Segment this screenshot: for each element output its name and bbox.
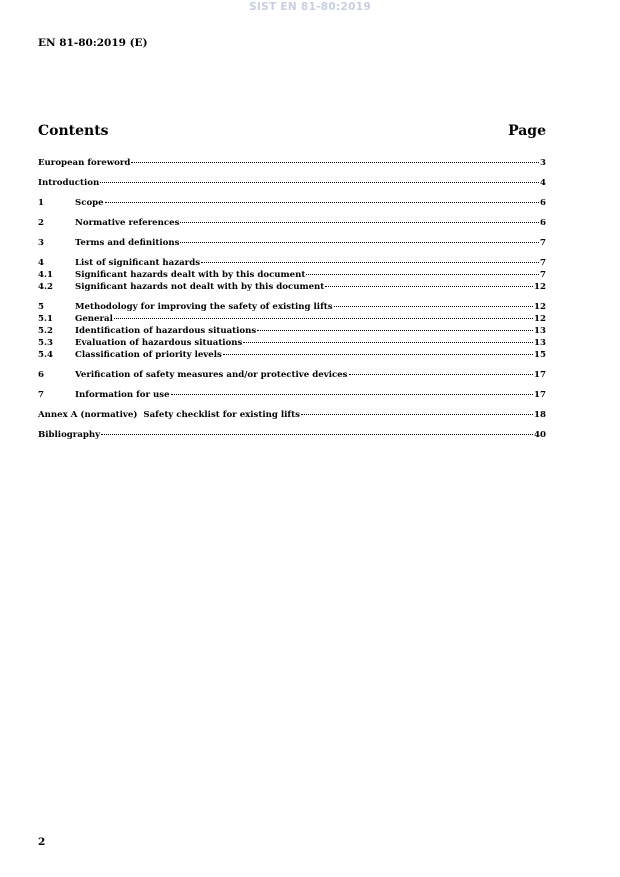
toc-entry-number: 4.1 xyxy=(38,270,53,280)
toc-entry[interactable] xyxy=(38,157,546,169)
toc-entry-title: Classification of priority levels xyxy=(75,350,222,360)
toc-entry-page: 13 xyxy=(534,326,546,336)
toc-entry[interactable] xyxy=(38,409,546,421)
toc-entry-page: 7 xyxy=(540,270,546,280)
table-of-contents xyxy=(38,157,546,441)
toc-entry-number: 4 xyxy=(38,258,44,268)
toc-entry-title: Evaluation of hazardous situations xyxy=(75,338,243,348)
toc-dot-leader xyxy=(101,434,533,435)
toc-entry-page: 4 xyxy=(540,178,546,188)
toc-dot-leader xyxy=(301,414,533,415)
toc-entry[interactable] xyxy=(38,269,546,281)
toc-dot-leader xyxy=(114,318,533,319)
toc-dot-leader xyxy=(131,162,539,163)
toc-entry-page: 6 xyxy=(540,218,546,228)
toc-entry-page: 40 xyxy=(534,430,546,440)
toc-entry-title: Verification of safety measures and/or protective devices xyxy=(75,370,348,380)
page-number: 2 xyxy=(38,836,46,848)
toc-entry[interactable] xyxy=(38,301,546,313)
toc-entry-title: Significant hazards not dealt with by this document xyxy=(75,282,325,292)
toc-entry-title: Terms and definitions xyxy=(75,238,180,248)
toc-entry[interactable] xyxy=(38,197,546,209)
toc-entry[interactable] xyxy=(38,325,546,337)
standard-identifier: EN 81-80:2019 (E) xyxy=(38,37,148,49)
toc-entry-title: Information for use xyxy=(75,390,170,400)
toc-entry[interactable] xyxy=(38,369,546,381)
toc-entry-page: 12 xyxy=(534,302,546,312)
toc-entry-title: Introduction xyxy=(38,178,100,188)
contents-title: Contents xyxy=(38,123,109,139)
toc-dot-leader xyxy=(180,222,539,223)
toc-entry-page: 18 xyxy=(534,410,546,420)
toc-entry[interactable] xyxy=(38,389,546,401)
toc-entry-number: 7 xyxy=(38,390,44,400)
toc-entry-title: Normative references xyxy=(75,218,180,228)
toc-entry[interactable] xyxy=(38,337,546,349)
toc-entry-page: 7 xyxy=(540,238,546,248)
toc-entry-page: 7 xyxy=(540,258,546,268)
toc-dot-leader xyxy=(325,286,533,287)
toc-entry[interactable] xyxy=(38,217,546,229)
toc-entry-number: 5.3 xyxy=(38,338,53,348)
toc-entry-title: Scope xyxy=(75,198,104,208)
toc-entry-number: 6 xyxy=(38,370,44,380)
toc-entry[interactable] xyxy=(38,257,546,269)
toc-dot-leader xyxy=(105,202,539,203)
toc-entry-number: 2 xyxy=(38,218,44,228)
toc-entry-number: 5.4 xyxy=(38,350,53,360)
toc-entry[interactable] xyxy=(38,177,546,189)
toc-dot-leader xyxy=(201,262,539,263)
toc-entry-page: 17 xyxy=(534,390,546,400)
toc-dot-leader xyxy=(243,342,533,343)
toc-entry-title: General xyxy=(75,314,113,324)
toc-entry-title: Methodology for improving the safety of existing lifts xyxy=(75,302,333,312)
toc-entry-title: Annex A (normative) Safety checklist for existing lifts xyxy=(38,410,300,420)
watermark: SIST EN 81-80:2019 xyxy=(249,1,371,13)
toc-entry-number: 3 xyxy=(38,238,44,248)
toc-entry[interactable] xyxy=(38,349,546,361)
toc-entry-page: 13 xyxy=(534,338,546,348)
page-column-title: Page xyxy=(508,123,546,139)
toc-entry-number: 5 xyxy=(38,302,44,312)
toc-entry-page: 12 xyxy=(534,314,546,324)
toc-entry-number: 5.1 xyxy=(38,314,53,324)
toc-dot-leader xyxy=(180,242,539,243)
toc-entry-number: 4.2 xyxy=(38,282,53,292)
toc-entry-page: 15 xyxy=(534,350,546,360)
toc-entry-title: Significant hazards dealt with by this document xyxy=(75,270,306,280)
toc-entry-number: 1 xyxy=(38,198,44,208)
toc-entry-title: List of significant hazards xyxy=(75,258,201,268)
toc-entry[interactable] xyxy=(38,313,546,325)
toc-dot-leader xyxy=(334,306,533,307)
toc-dot-leader xyxy=(306,274,539,275)
toc-entry-page: 12 xyxy=(534,282,546,292)
toc-entry-page: 17 xyxy=(534,370,546,380)
toc-entry[interactable] xyxy=(38,281,546,293)
toc-dot-leader xyxy=(349,374,534,375)
toc-dot-leader xyxy=(257,330,533,331)
toc-entry-page: 3 xyxy=(540,158,546,168)
toc-entry-title: European foreword xyxy=(38,158,131,168)
contents-header xyxy=(38,123,546,139)
toc-dot-leader xyxy=(223,354,533,355)
toc-dot-leader xyxy=(100,182,539,183)
toc-entry[interactable] xyxy=(38,429,546,441)
toc-entry[interactable] xyxy=(38,237,546,249)
toc-dot-leader xyxy=(171,394,533,395)
toc-entry-title: Identification of hazardous situations xyxy=(75,326,257,336)
toc-entry-page: 6 xyxy=(540,198,546,208)
toc-entry-title: Bibliography xyxy=(38,430,101,440)
toc-entry-number: 5.2 xyxy=(38,326,53,336)
